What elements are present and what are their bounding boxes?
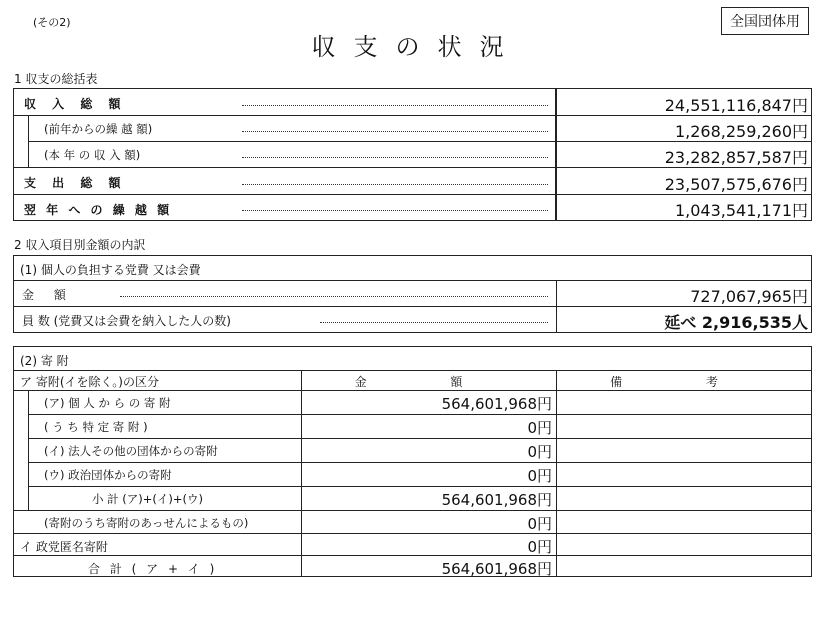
fees-amount-value: 727,067,965円: [690, 287, 808, 306]
donations-divider: [13, 390, 812, 391]
members-value: 延べ 2,916,535人: [664, 313, 808, 332]
breakdown-section-title: 2 収入項目別金額の内訳: [14, 238, 146, 252]
leader-dots: [242, 105, 548, 106]
total-income-value: 24,551,116,847円: [664, 96, 808, 115]
indent-line: [28, 115, 29, 167]
donations-divider: [28, 462, 812, 463]
scope-badge: 全国団体用: [721, 7, 809, 35]
next-carryover-value: 1,043,541,171円: [674, 201, 808, 220]
total-income-label: 収 入 総 額: [24, 97, 127, 111]
subtotal-label: 小 計 (ア)+(イ)+(ウ): [92, 492, 204, 506]
category-column-header: ア 寄附(イを除く。)の区分: [20, 375, 159, 389]
donations-divider: [13, 370, 812, 371]
page-title: 収支の状況: [311, 33, 522, 61]
fees-heading: (1) 個人の負担する党費 又は会費: [20, 263, 201, 277]
total-label: 合 計 ( ア + イ ): [88, 562, 218, 576]
carryover-value: 1,268,259,260円: [674, 122, 808, 141]
carryover-label: (前年からの繰 越 額): [44, 122, 153, 136]
total-expense-label: 支 出 総 額: [24, 176, 127, 190]
amount-column-header: 金 額: [354, 375, 503, 389]
members-label: 員 数 (党費又は会費を納入した人の数): [22, 314, 231, 328]
donation-row-label: (イ) 法人その他の団体からの寄附: [44, 444, 218, 458]
donations-column-line: [556, 370, 557, 577]
anonymous-donation-value: 0円: [527, 538, 552, 556]
donations-divider: [28, 438, 812, 439]
donation-row-value: 0円: [527, 419, 552, 437]
donations-divider: [28, 414, 812, 415]
leader-dots: [320, 322, 548, 323]
leader-dots: [242, 210, 548, 211]
total-expense-value: 23,507,575,676円: [664, 175, 808, 194]
page-label: (その2): [33, 16, 71, 29]
mediated-donation-value: 0円: [527, 515, 552, 533]
leader-dots: [242, 157, 548, 158]
next-carryover-label: 翌 年 へ の 繰 越 額: [24, 203, 173, 217]
donation-row-label: ( う ち 特 定 寄 附 ): [44, 420, 148, 434]
leader-dots: [242, 131, 548, 132]
leader-dots: [242, 184, 548, 185]
mediated-donation-label: (寄附のうち寄附のあっせんによるもの): [44, 516, 249, 530]
donations-divider: [13, 510, 812, 511]
subtotal-value: 564,601,968円: [441, 491, 552, 509]
total-value: 564,601,968円: [441, 560, 552, 578]
current-income-value: 23,282,857,587円: [664, 148, 808, 167]
fees-divider: [13, 280, 812, 281]
indent-line: [28, 390, 29, 510]
donation-row-label: (ア) 個 人 か ら の 寄 附: [44, 396, 171, 410]
leader-dots: [120, 296, 548, 297]
donation-row-value: 564,601,968円: [441, 395, 552, 413]
donation-row-value: 0円: [527, 443, 552, 461]
fees-amount-label: 金 額: [22, 288, 74, 302]
notes-column-header: 備 考: [610, 375, 758, 389]
donations-heading: (2) 寄 附: [20, 354, 69, 368]
donation-row-value: 0円: [527, 467, 552, 485]
summary-section-title: 1 収支の総括表: [14, 72, 98, 86]
current-income-label: (本 年 の 収 入 額): [44, 148, 141, 162]
donation-row-label: (ウ) 政治団体からの寄附: [44, 468, 172, 482]
donations-divider: [28, 486, 812, 487]
anonymous-donation-label: イ 政党匿名寄附: [20, 540, 108, 554]
